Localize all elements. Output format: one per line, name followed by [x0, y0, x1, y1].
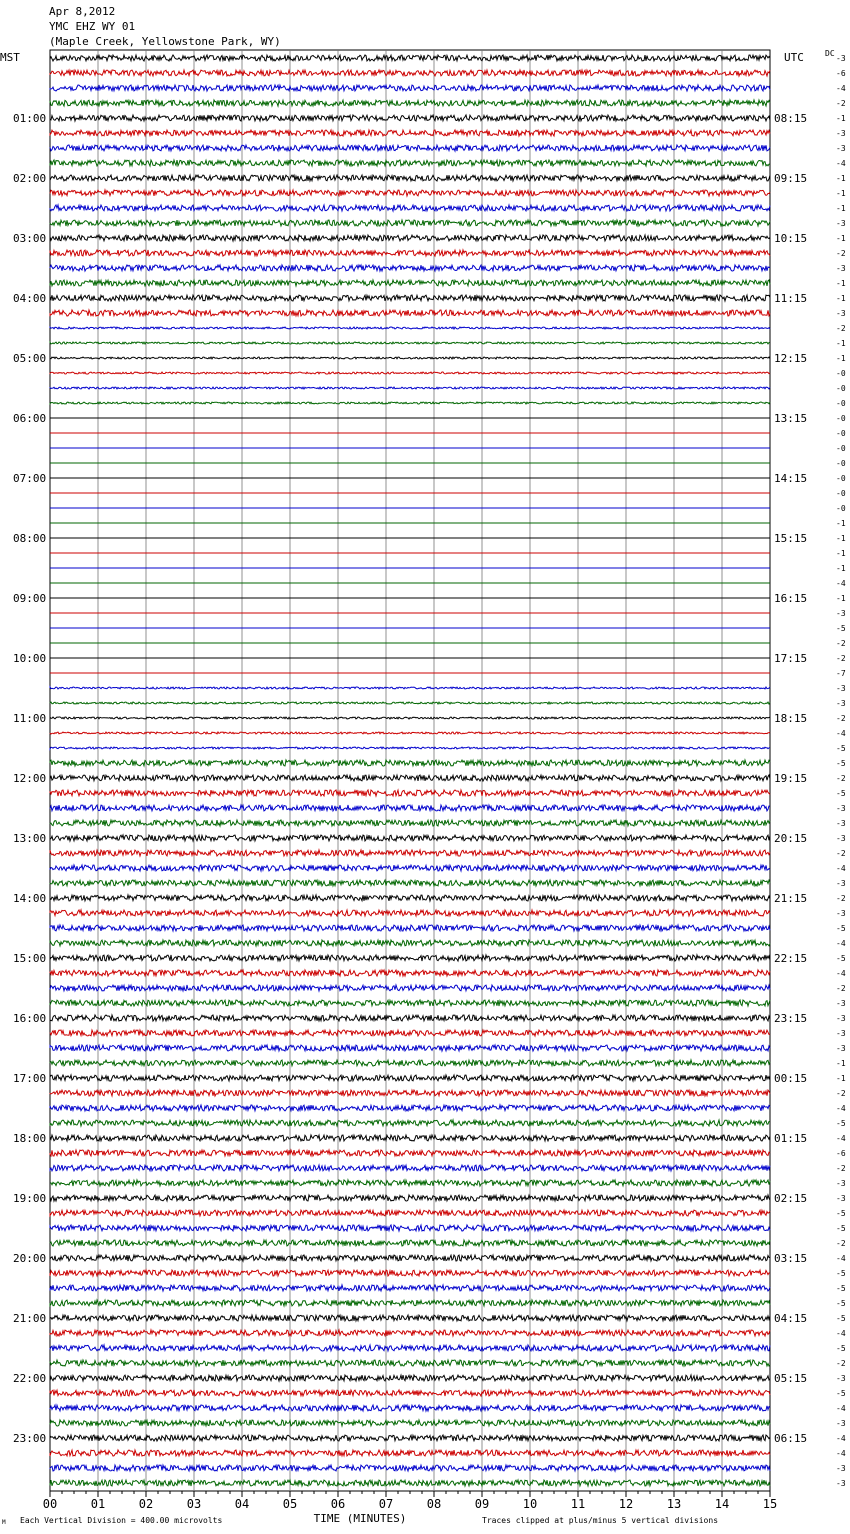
seismic-trace	[50, 1375, 770, 1381]
seismic-trace	[50, 220, 770, 226]
seismic-trace	[50, 1075, 770, 1081]
seismic-trace	[50, 910, 770, 916]
dc-offset-label: -4	[836, 1404, 846, 1413]
seismic-trace	[50, 1060, 770, 1066]
seismic-trace	[50, 372, 770, 374]
x-axis-title: TIME (MINUTES)	[313, 1512, 407, 1525]
dc-offset-label: -3	[836, 909, 846, 918]
dc-offset-label: -3	[836, 609, 846, 618]
mst-hour-label: 08:00	[13, 532, 47, 545]
dc-offset-label: -1	[836, 1074, 846, 1083]
utc-hour-label: 22:15	[774, 952, 808, 965]
seismic-trace	[50, 1120, 770, 1126]
dc-offset-label: -5	[836, 1344, 846, 1353]
corner-mark: M	[2, 1519, 6, 1526]
dc-offset-label: -0	[836, 369, 846, 378]
dc-offset-label: -5	[836, 789, 846, 798]
utc-hour-label: 19:15	[774, 772, 808, 785]
x-tick-label: 14	[714, 1497, 730, 1511]
mst-hour-label: 11:00	[13, 712, 47, 725]
dc-offset-label: -1	[836, 114, 846, 123]
dc-offset-label: -5	[836, 1119, 846, 1128]
seismic-trace	[50, 717, 770, 719]
x-tick-label: 13	[666, 1497, 682, 1511]
dc-offset-label: -3	[836, 1374, 846, 1383]
dc-offset-label: -0	[836, 444, 846, 453]
dc-offset-label: -1	[836, 339, 846, 348]
dc-offset-label: -3	[836, 834, 846, 843]
utc-axis-label: UTC	[784, 51, 804, 64]
seismic-trace	[50, 190, 770, 196]
dc-offset-label: -1	[836, 1059, 846, 1068]
seismic-trace	[50, 1360, 770, 1366]
dc-offset-label: -5	[836, 924, 846, 933]
dc-offset-label: -4	[836, 939, 846, 948]
dc-offset-label: -1	[836, 189, 846, 198]
seismic-trace	[50, 1135, 770, 1141]
seismic-trace	[50, 1330, 770, 1336]
seismic-trace	[50, 702, 770, 704]
dc-offset-label: -4	[836, 1104, 846, 1113]
x-tick-label: 11	[570, 1497, 586, 1511]
utc-hour-label: 12:15	[774, 352, 808, 365]
mst-axis-label: MST	[0, 51, 20, 64]
dc-offset-label: -2	[836, 99, 846, 108]
x-tick-label: 03	[186, 1497, 202, 1511]
seismic-trace	[50, 1465, 770, 1471]
dc-offset-label: -3	[836, 264, 846, 273]
dc-offset-label: -3	[836, 1044, 846, 1053]
utc-hour-label: 04:15	[774, 1312, 808, 1325]
seismic-trace	[50, 1180, 770, 1186]
seismic-trace	[50, 1450, 770, 1456]
seismic-trace	[50, 1090, 770, 1096]
utc-hour-label: 11:15	[774, 292, 808, 305]
mst-hour-label: 13:00	[13, 832, 47, 845]
dc-offset-label: -3	[836, 1419, 846, 1428]
x-tick-label: 09	[474, 1497, 490, 1511]
clip-note: Traces clipped at plus/minus 5 vertical divisions	[482, 1516, 719, 1525]
dc-offset-label: -3	[836, 1479, 846, 1488]
seismic-trace	[50, 1480, 770, 1486]
x-tick-label: 15	[762, 1497, 778, 1511]
seismic-trace	[50, 175, 770, 181]
dc-offset-label: -3	[836, 129, 846, 138]
seismic-trace	[50, 1390, 770, 1396]
seismic-trace	[50, 250, 770, 256]
seismic-trace	[50, 1015, 770, 1021]
seismic-trace	[50, 115, 770, 121]
seismic-trace	[50, 925, 770, 931]
dc-offset-label: -4	[836, 969, 846, 978]
seismic-trace	[50, 1270, 770, 1276]
dc-offset-label: -4	[836, 864, 846, 873]
station-label: YMC EHZ WY 01	[49, 20, 136, 33]
seismic-trace	[50, 1165, 770, 1171]
dc-offset-label: -0	[836, 429, 846, 438]
dc-offset-label: -6	[836, 69, 846, 78]
dc-offset-label: -1	[836, 174, 846, 183]
mst-hour-label: 15:00	[13, 952, 47, 965]
seismic-trace	[50, 775, 770, 781]
mst-hour-label: 16:00	[13, 1012, 47, 1025]
dc-offset-label: -3	[836, 1014, 846, 1023]
seismic-trace	[50, 1195, 770, 1201]
utc-hour-label: 14:15	[774, 472, 808, 485]
seismic-trace	[50, 1000, 770, 1006]
utc-hour-label: 10:15	[774, 232, 808, 245]
dc-offset-label: -3	[836, 1029, 846, 1038]
x-tick-label: 04	[234, 1497, 250, 1511]
dc-offset-label: -1	[836, 549, 846, 558]
seismic-trace	[50, 85, 770, 91]
dc-offset-label: -3	[836, 219, 846, 228]
dc-offset-label: -3	[836, 309, 846, 318]
dc-offset-label: -2	[836, 894, 846, 903]
dc-offset-label: -2	[836, 1239, 846, 1248]
mst-hour-label: 05:00	[13, 352, 47, 365]
utc-hour-label: 17:15	[774, 652, 808, 665]
seismic-trace	[50, 1285, 770, 1291]
dc-offset-label: -1	[836, 594, 846, 603]
seismic-trace	[50, 1300, 770, 1306]
mst-hour-label: 22:00	[13, 1372, 47, 1385]
dc-offset-label: -4	[836, 1134, 846, 1143]
dc-offset-label: -3	[836, 1179, 846, 1188]
dc-offset-label: -5	[836, 1299, 846, 1308]
dc-offset-label: -2	[836, 1089, 846, 1098]
seismic-trace	[50, 1345, 770, 1351]
seismic-trace	[50, 145, 770, 151]
seismic-trace	[50, 955, 770, 961]
dc-offset-label: -3	[836, 699, 846, 708]
seismic-trace	[50, 100, 770, 106]
seismic-trace	[50, 402, 770, 404]
seismic-trace	[50, 1315, 770, 1321]
dc-offset-label: -2	[836, 849, 846, 858]
dc-offset-label: -2	[836, 639, 846, 648]
seismic-trace	[50, 1435, 770, 1441]
x-tick-label: 00	[42, 1497, 58, 1511]
dc-offset-label: -5	[836, 1209, 846, 1218]
seismic-trace	[50, 1405, 770, 1411]
mst-hour-label: 17:00	[13, 1072, 47, 1085]
seismic-trace	[50, 880, 770, 886]
dc-offset-label: -1	[836, 294, 846, 303]
x-tick-label: 02	[138, 1497, 154, 1511]
dc-offset-label: -2	[836, 714, 846, 723]
utc-hour-label: 05:15	[774, 1372, 808, 1385]
dc-offset-label: -3	[836, 804, 846, 813]
seismic-trace	[50, 1210, 770, 1216]
dc-offset-label: -3	[836, 144, 846, 153]
seismic-trace	[50, 985, 770, 991]
mst-hour-label: 21:00	[13, 1312, 47, 1325]
utc-hour-label: 13:15	[774, 412, 808, 425]
location-label: (Maple Creek, Yellowstone Park, WY)	[49, 35, 281, 48]
dc-offset-label: -5	[836, 759, 846, 768]
utc-hour-label: 15:15	[774, 532, 808, 545]
utc-hour-label: 18:15	[774, 712, 808, 725]
x-tick-label: 10	[522, 1497, 538, 1511]
dc-offset-label: -4	[836, 84, 846, 93]
mst-hour-label: 07:00	[13, 472, 47, 485]
utc-hour-label: 02:15	[774, 1192, 808, 1205]
dc-offset-label: -3	[836, 684, 846, 693]
dc-offset-label: -1	[836, 564, 846, 573]
utc-hour-label: 00:15	[774, 1072, 808, 1085]
mst-hour-label: 10:00	[13, 652, 47, 665]
mst-hour-label: 19:00	[13, 1192, 47, 1205]
dc-offset-label: -5	[836, 624, 846, 633]
dc-offset-label: -3	[836, 54, 846, 63]
mst-hour-label: 14:00	[13, 892, 47, 905]
seismic-trace	[50, 130, 770, 136]
dc-offset-label: -5	[836, 744, 846, 753]
x-tick-label: 08	[426, 1497, 442, 1511]
utc-hour-label: 16:15	[774, 592, 808, 605]
seismic-trace	[50, 835, 770, 841]
dc-offset-label: -2	[836, 1164, 846, 1173]
seismic-trace	[50, 357, 770, 359]
dc-offset-label: -0	[836, 489, 846, 498]
dc-offset-label: -4	[836, 1254, 846, 1263]
mst-hour-label: 04:00	[13, 292, 47, 305]
date-label: Apr 8,2012	[49, 5, 116, 18]
seismic-trace	[50, 70, 770, 76]
seismic-trace	[50, 387, 770, 389]
seismic-trace	[50, 1255, 770, 1261]
dc-offset-label: -2	[836, 654, 846, 663]
seismic-trace	[50, 820, 770, 826]
seismic-trace	[50, 1420, 770, 1426]
mst-hour-label: 03:00	[13, 232, 47, 245]
seismic-trace	[50, 970, 770, 976]
mst-hour-label: 09:00	[13, 592, 47, 605]
dc-offset-label: -0	[836, 504, 846, 513]
dc-offset-label: -0	[836, 384, 846, 393]
mst-hour-label: 02:00	[13, 172, 47, 185]
seismic-trace	[50, 790, 770, 796]
utc-hour-label: 08:15	[774, 112, 808, 125]
scale-note: Each Vertical Division = 400.00 microvolts	[20, 1516, 223, 1525]
dc-offset-label: -4	[836, 159, 846, 168]
seismic-trace	[50, 1150, 770, 1156]
seismic-trace	[50, 732, 770, 734]
seismic-trace	[50, 805, 770, 811]
utc-hour-label: 06:15	[774, 1432, 808, 1445]
mst-hour-label: 12:00	[13, 772, 47, 785]
seismic-trace	[50, 1225, 770, 1231]
utc-hour-label: 03:15	[774, 1252, 808, 1265]
seismic-trace	[50, 940, 770, 946]
utc-hour-label: 09:15	[774, 172, 808, 185]
seismic-trace	[50, 1045, 770, 1051]
dc-offset-label: -2	[836, 249, 846, 258]
dc-offset-label: -1	[836, 519, 846, 528]
seismic-trace	[50, 895, 770, 901]
seismic-trace	[50, 865, 770, 871]
seismic-trace	[50, 1240, 770, 1246]
dc-offset-label: -0	[836, 459, 846, 468]
utc-hour-label: 23:15	[774, 1012, 808, 1025]
dc-offset-label: -1	[836, 354, 846, 363]
mst-hour-label: 01:00	[13, 112, 47, 125]
dc-offset-label: -0	[836, 414, 846, 423]
dc-label: DC	[825, 49, 835, 58]
seismic-trace	[50, 342, 770, 344]
dc-offset-label: -5	[836, 954, 846, 963]
dc-offset-label: -4	[836, 579, 846, 588]
seismic-trace	[50, 55, 770, 61]
dc-offset-label: -3	[836, 879, 846, 888]
dc-offset-label: -1	[836, 534, 846, 543]
seismic-trace	[50, 205, 770, 211]
dc-offset-label: -4	[836, 1329, 846, 1338]
dc-offset-label: -2	[836, 324, 846, 333]
mst-hour-label: 20:00	[13, 1252, 47, 1265]
x-tick-label: 05	[282, 1497, 298, 1511]
seismic-trace	[50, 310, 770, 316]
seismic-trace	[50, 1105, 770, 1111]
dc-offset-label: -3	[836, 1464, 846, 1473]
dc-offset-label: -5	[836, 1284, 846, 1293]
seismic-trace	[50, 850, 770, 856]
dc-offset-label: -0	[836, 399, 846, 408]
utc-hour-label: 21:15	[774, 892, 808, 905]
dc-offset-label: -4	[836, 729, 846, 738]
seismic-trace	[50, 327, 770, 329]
seismic-trace	[50, 747, 770, 749]
x-tick-label: 01	[90, 1497, 106, 1511]
dc-offset-label: -1	[836, 204, 846, 213]
dc-offset-label: -2	[836, 984, 846, 993]
dc-offset-label: -2	[836, 774, 846, 783]
dc-offset-label: -0	[836, 474, 846, 483]
dc-offset-label: -6	[836, 1149, 846, 1158]
dc-offset-label: -3	[836, 1194, 846, 1203]
seismic-trace	[50, 235, 770, 241]
dc-offset-label: -4	[836, 1449, 846, 1458]
mst-hour-label: 23:00	[13, 1432, 47, 1445]
mst-hour-label: 06:00	[13, 412, 47, 425]
x-tick-label: 07	[378, 1497, 394, 1511]
dc-offset-label: -5	[836, 1269, 846, 1278]
seismic-trace	[50, 687, 770, 689]
seismic-trace	[50, 280, 770, 286]
seismic-trace	[50, 760, 770, 766]
mst-hour-label: 18:00	[13, 1132, 47, 1145]
dc-offset-label: -5	[836, 1314, 846, 1323]
dc-offset-label: -2	[836, 1359, 846, 1368]
dc-offset-label: -5	[836, 1224, 846, 1233]
seismic-trace	[50, 295, 770, 301]
dc-offset-label: -3	[836, 819, 846, 828]
utc-hour-label: 01:15	[774, 1132, 808, 1145]
seismic-trace	[50, 1030, 770, 1036]
dc-offset-label: -3	[836, 999, 846, 1008]
seismic-trace	[50, 160, 770, 166]
x-tick-label: 06	[330, 1497, 346, 1511]
dc-offset-label: -5	[836, 1389, 846, 1398]
dc-offset-label: -4	[836, 1434, 846, 1443]
x-tick-label: 12	[618, 1497, 634, 1511]
utc-hour-label: 20:15	[774, 832, 808, 845]
dc-offset-label: -1	[836, 234, 846, 243]
seismic-trace	[50, 265, 770, 271]
dc-offset-label: -7	[836, 669, 846, 678]
dc-offset-label: -1	[836, 279, 846, 288]
